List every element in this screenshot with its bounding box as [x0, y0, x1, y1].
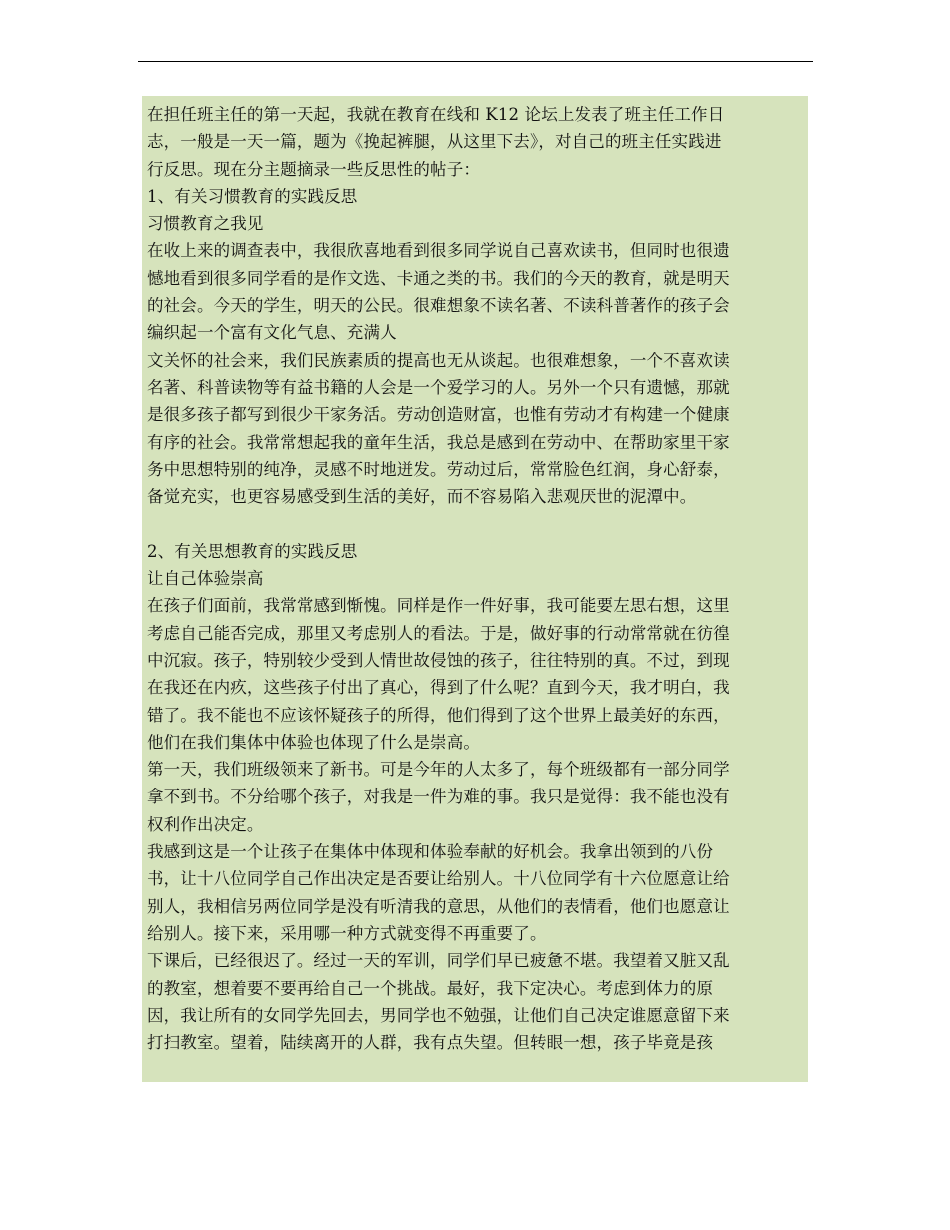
text-line: 在孩子们面前，我常常感到惭愧。同样是作一件好事，我可能要左思右想，这里: [147, 596, 730, 616]
text-line: 在收上来的调查表中，我很欣喜地看到很多同学说自己喜欢读书，但同时也很遗: [147, 241, 730, 261]
text-line: 中沉寂。孩子，特别较少受到人情世故侵蚀的孩子，往往特别的真。不过，到现: [147, 650, 730, 670]
text-line: 文关怀的社会来，我们民族素质的提高也无从谈起。也很难想象，一个不喜欢读: [147, 350, 730, 370]
text-line: 在我还在内疚，这些孩子付出了真心，得到了什么呢？直到今天，我才明白，我: [147, 678, 730, 698]
text-line: 让自己体验崇高: [147, 569, 264, 589]
text-line: 错了。我不能也不应该怀疑孩子的所得，他们得到了这个世界上最美好的东西，: [147, 705, 730, 725]
text-line: 给别人。接下来，采用哪一种方式就变得不再重要了。: [147, 923, 547, 943]
text-line: 务中思想特别的纯净，灵感不时地迸发。劳动过后，常常脸色红润，身心舒泰，: [147, 459, 730, 479]
text-content-box: [142, 96, 808, 1082]
text-line: 他们在我们集体中体验也体现了什么是崇高。: [147, 732, 480, 752]
text-line: 别人，我相信另两位同学是没有听清我的意思，从他们的表情看，他们也愿意让: [147, 896, 730, 916]
text-line: 因，我让所有的女同学先回去，男同学也不勉强，让他们自己决定谁愿意留下来: [147, 1005, 730, 1025]
text-line: 是很多孩子都写到很少干家务活。劳动创造财富，也惟有劳动才有构建一个健康: [147, 405, 730, 425]
text-line: 2、有关思想教育的实践反思: [147, 541, 358, 561]
text-line: 打扫教室。望着，陆续离开的人群，我有点失望。但转眼一想，孩子毕竟是孩: [147, 1033, 714, 1053]
text-line: 权利作出决定。: [147, 814, 264, 834]
text-line: 有序的社会。我常常想起我的童年生活，我总是感到在劳动中、在帮助家里干家: [147, 432, 730, 452]
text-line: 习惯教育之我见: [147, 214, 264, 234]
text-line: 的教室，想着要不要再给自己一个挑战。最好，我下定决心。考虑到体力的原: [147, 978, 714, 998]
text-line: 第一天，我们班级领来了新书。可是今年的人太多了，每个班级都有一部分同学: [147, 760, 730, 780]
text-line: 名著、科普读物等有益书籍的人会是一个爱学习的人。另外一个只有遗憾，那就: [147, 377, 730, 397]
text-line: 编织起一个富有文化气息、充满人: [147, 323, 397, 343]
header-rule: [138, 61, 813, 62]
blank-line: [147, 510, 803, 537]
text-line: 下课后，已经很迟了。经过一天的军训，同学们早已疲惫不堪。我望着又脏又乱: [147, 951, 730, 971]
text-line: 我感到这是一个让孩子在集体中体现和体验奉献的好机会。我拿出领到的八份: [147, 842, 714, 862]
text-line: 书，让十八位同学自己作出决定是否要让给别人。十八位同学有十六位愿意让给: [147, 869, 730, 889]
text-line: 志，一般是一天一篇，题为《挽起裤腿，从这里下去》，对自己的班主任实践进: [147, 132, 722, 152]
text-line: 拿不到书。不分给哪个孩子，对我是一件为难的事。我只是觉得：我不能也没有: [147, 787, 730, 807]
text-line: 备觉充实，也更容易感受到生活的美好，而不容易陷入悲观厌世的泥潭中。: [147, 487, 697, 507]
text-line: 憾地看到很多同学看的是作文选、卡通之类的书。我们的今天的教育，就是明天: [147, 268, 730, 288]
text-line: 考虑自己能否完成，那里又考虑别人的看法。于是，做好事的行动常常就在彷徨: [147, 623, 730, 643]
text-line: 行反思。现在分主题摘录一些反思性的帖子：: [147, 159, 480, 179]
text-line: 1、有关习惯教育的实践反思: [147, 186, 358, 206]
text-line: 的社会。今天的学生，明天的公民。很难想象不读名著、不读科普著作的孩子会: [147, 296, 730, 316]
text-line: 在担任班主任的第一天起，我就在教育在线和 K12 论坛上发表了班主任工作日: [147, 105, 725, 124]
